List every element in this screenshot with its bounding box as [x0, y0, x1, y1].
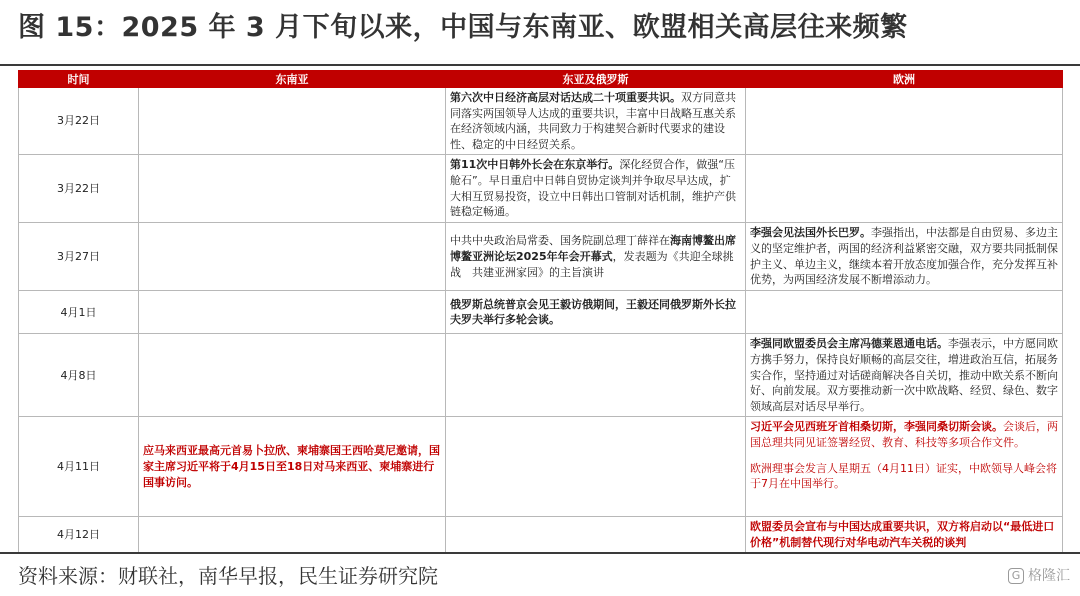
- southeast-cell: [139, 155, 446, 223]
- date-cell: 4月1日: [19, 291, 139, 334]
- event-headline: 欧盟委员会宣布与中国达成重要共识，双方将启动以“最低进口价格”机制替代现行对华电动汽车关税的谈判: [750, 520, 1055, 549]
- header-east-asia-russia: 东亚及俄罗斯: [446, 71, 746, 88]
- events-table: [18, 70, 1063, 554]
- top-rule: [0, 64, 1080, 66]
- event-text-2: 欧洲理事会发言人星期五（4月11日）证实，中欧领导人峰会将于7月在中国举行。: [750, 461, 1057, 491]
- header-europe: 欧洲: [746, 71, 1063, 88]
- table-header-row: [19, 71, 1063, 88]
- southeast-cell: [139, 417, 446, 517]
- table-row: [19, 88, 1063, 155]
- event-headline: 俄罗斯总统普京会见王毅访俄期间，王毅还同俄罗斯外长拉夫罗夫举行多轮会谈。: [450, 297, 736, 327]
- europe-cell: [746, 334, 1063, 417]
- date-cell: 4月8日: [19, 334, 139, 417]
- southeast-cell: [139, 223, 446, 291]
- europe-cell: [746, 223, 1063, 291]
- table-row: [19, 517, 1063, 553]
- event-headline: 李强同欧盟委员会主席冯德莱恩通电话。: [750, 337, 948, 351]
- event-headline: 应马来西亚最高元首易卜拉欣、柬埔寨国王西哈莫尼邀请，国家主席习近平将于4月15日至18日对马来西亚、柬埔寨进行国事访问。: [143, 444, 440, 489]
- eastasia-cell: [446, 155, 746, 223]
- southeast-cell: [139, 517, 446, 553]
- event-text: 李强表示，中方愿同欧方携手努力，保持良好顺畅的高层交往，增进政治互信，拓展务实合作，坚持通过对话磋商解决各自关切，推动中欧关系不断向好、向前发展。双方要推动新一次中欧战略、经贸、绿色、数字领域高层对话尽早举行。: [750, 337, 1058, 413]
- watermark-logo-icon: G: [1008, 568, 1024, 584]
- date-cell: 3月22日: [19, 155, 139, 223]
- event-headline: 第六次中日经济高层对话达成二十项重要共识。: [450, 91, 681, 104]
- event-headline: 第11次中日韩外长会在东京举行。: [450, 158, 620, 172]
- table-row: [19, 155, 1063, 223]
- event-text: 深化经贸合作，做强“压舱石”。早日重启中日韩自贸协定谈判并争取尽早达成，扩大相互贸易投资，设立中日韩出口管制对话机制，维护产供链稳定畅通。: [450, 158, 736, 219]
- page-title: 图 15：2025 年 3 月下旬以来，中国与东南亚、欧盟相关高层往来频繁: [18, 12, 908, 43]
- eastasia-cell: [446, 223, 746, 291]
- table-row: [19, 223, 1063, 291]
- watermark: [1008, 566, 1070, 586]
- southeast-cell: [139, 334, 446, 417]
- europe-cell: [746, 155, 1063, 223]
- date-cell: 3月27日: [19, 223, 139, 291]
- event-text: 双方同意共同落实两国领导人达成的重要共识，丰富中日战略互惠关系在经济领域内涵，共同致力于构建契合新时代要求的建设性、稳定的中日经贸关系。: [450, 91, 736, 151]
- paragraph-gap: [750, 451, 1058, 461]
- event-text: 李强指出，中法都是自由贸易、多边主义的坚定维护者，两国的经济利益紧密交融，双方要共同抵制保护主义、单边主义，继续本着开放态度加强合作，充分发挥互补优势，为两国经济发展不断增添动力。: [750, 226, 1058, 287]
- table-row: [19, 291, 1063, 334]
- eastasia-cell: [446, 291, 746, 334]
- header-southeast-asia: 东南亚: [139, 71, 446, 88]
- source-note: 资料来源：财联社，南华早报，民生证券研究院: [18, 564, 438, 588]
- date-cell: 4月12日: [19, 517, 139, 553]
- europe-cell: [746, 291, 1063, 334]
- event-text: ，发表题为《共迎全球挑战 共建亚洲家园》的主旨演讲: [450, 250, 734, 279]
- bottom-rule: [0, 552, 1080, 554]
- europe-cell: [746, 417, 1063, 517]
- eastasia-cell: [446, 334, 746, 417]
- event-text-pre: 中共中央政治局常委、国务院副总理丁薛祥在: [450, 234, 670, 248]
- date-cell: 3月22日: [19, 88, 139, 155]
- date-cell: 4月11日: [19, 417, 139, 517]
- event-headline: 李强会见法国外长巴罗。: [750, 226, 871, 240]
- southeast-cell: [139, 291, 446, 334]
- southeast-cell: [139, 88, 446, 155]
- event-headline: 海南博鳌出席博鳌亚洲论坛2025年年会开幕式: [450, 234, 736, 264]
- eastasia-cell: [446, 517, 746, 553]
- event-headline: 习近平会见西班牙首相桑切斯，李强同桑切斯会谈。: [750, 420, 1003, 434]
- eastasia-cell: [446, 417, 746, 517]
- header-time: 时间: [19, 71, 139, 88]
- table-row: [19, 417, 1063, 517]
- watermark-text: 格隆汇: [1028, 568, 1070, 584]
- europe-cell: [746, 517, 1063, 553]
- europe-cell: [746, 88, 1063, 155]
- eastasia-cell: [446, 88, 746, 155]
- event-text: 会谈后，两国总理共同见证签署经贸、教育、科技等多项合作文件。: [750, 420, 1058, 449]
- table-row: [19, 334, 1063, 417]
